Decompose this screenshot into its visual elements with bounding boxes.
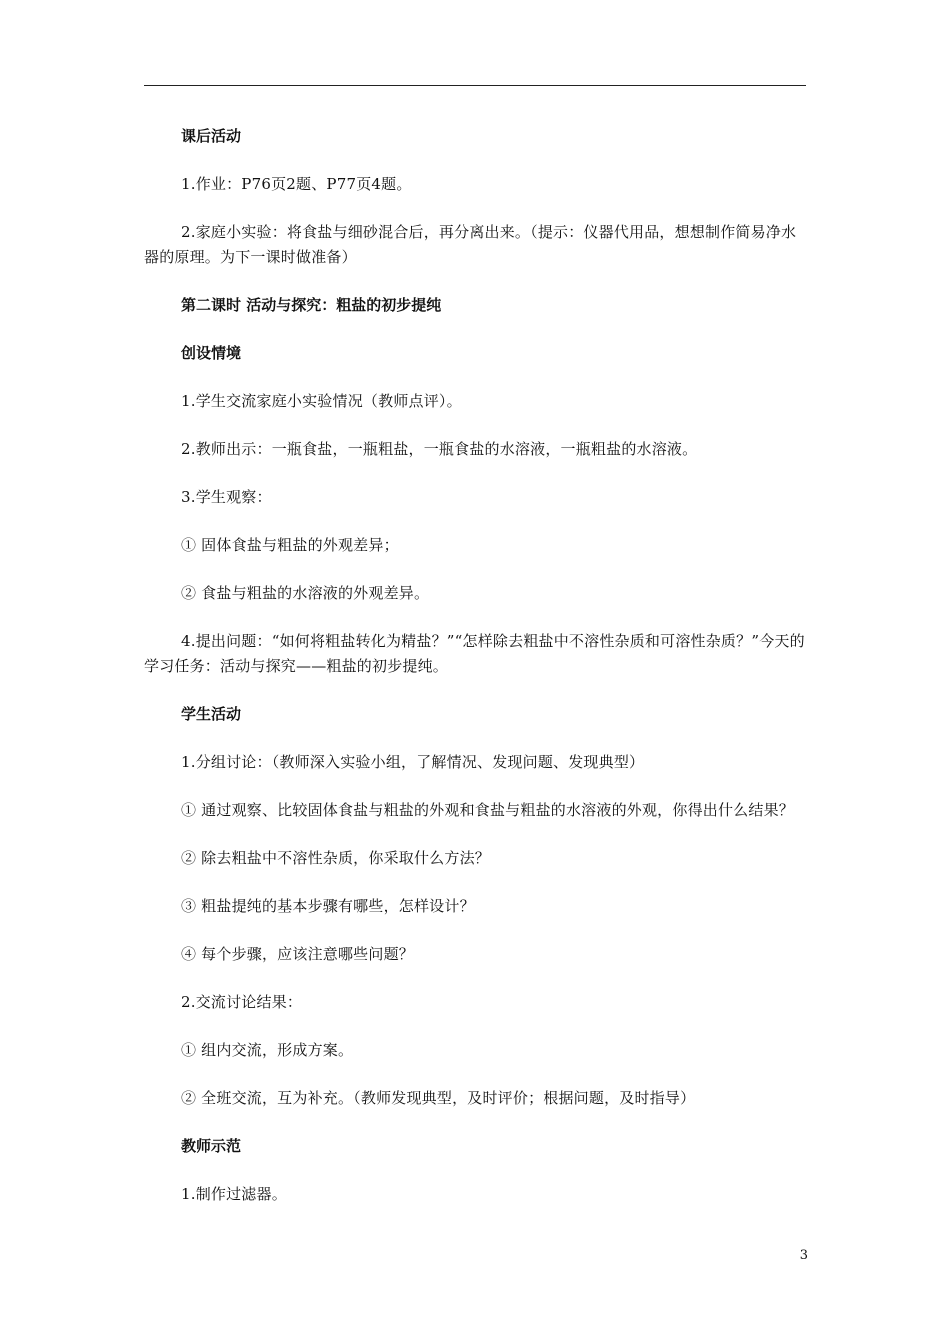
- paragraph-make-filter: 1.制作过滤器。: [181, 1185, 287, 1203]
- list-item-observe-compare: ① 通过观察、比较固体食盐与粗盐的外观和食盐与粗盐的水溶液的外观，你得出什么结果？: [181, 801, 794, 819]
- list-item-solution-difference: ② 食盐与粗盐的水溶液的外观差异。: [181, 584, 430, 602]
- document-body: [144, 124, 806, 1230]
- paragraph-group-discussion: 1.分组讨论：（教师深入实验小组，了解情况、发现问题、发现典型）: [181, 753, 645, 771]
- list-item-basic-steps: ③ 粗盐提纯的基本步骤有哪些，怎样设计？: [181, 897, 475, 915]
- paragraph-student-observe: 3.学生观察：: [181, 488, 272, 506]
- paragraph-home-experiment: 2.家庭小实验：将食盐与细砂混合后，再分离出来。（提示：仪器代用品，想想制作简易净水器的原理。为下一课时做准备）: [144, 223, 797, 266]
- list-item-group-exchange: ① 组内交流，形成方案。: [181, 1041, 354, 1059]
- paragraph-raise-questions: 4.提出问题：“如何将粗盐转化为精盐？”“怎样除去粗盐中不溶性杂质和可溶性杂质？”今天的学习任务：活动与探究——粗盐的初步提纯。: [144, 632, 805, 675]
- list-item-remove-impurities: ② 除去粗盐中不溶性杂质，你采取什么方法？: [181, 849, 490, 867]
- list-item-solid-difference: ① 固体食盐与粗盐的外观差异；: [181, 536, 399, 554]
- paragraph-exchange-experiment: 1.学生交流家庭小实验情况（教师点评）。: [181, 392, 462, 410]
- page-number: 3: [799, 1248, 808, 1263]
- list-item-class-exchange: ② 全班交流，互为补充。（教师发现典型，及时评价；根据问题，及时指导）: [181, 1089, 696, 1107]
- heading-after-class-activities: 课后活动: [181, 127, 242, 145]
- paragraph-exchange-results: 2.交流讨论结果：: [181, 993, 303, 1011]
- heading-student-activities: 学生活动: [181, 705, 242, 723]
- paragraph-teacher-shows: 2.教师出示：一瓶食盐，一瓶粗盐，一瓶食盐的水溶液，一瓶粗盐的水溶液。: [181, 440, 698, 458]
- list-item-attention-points: ④ 每个步骤，应该注意哪些问题？: [181, 945, 414, 963]
- heading-second-lesson: 第二课时 活动与探究：粗盐的初步提纯: [181, 296, 442, 314]
- paragraph-homework: 1.作业：P76页2题、P77页4题。: [181, 175, 412, 193]
- header-rule: [144, 85, 806, 86]
- heading-create-situation: 创设情境: [181, 344, 242, 362]
- heading-teacher-demonstration: 教师示范: [181, 1137, 242, 1155]
